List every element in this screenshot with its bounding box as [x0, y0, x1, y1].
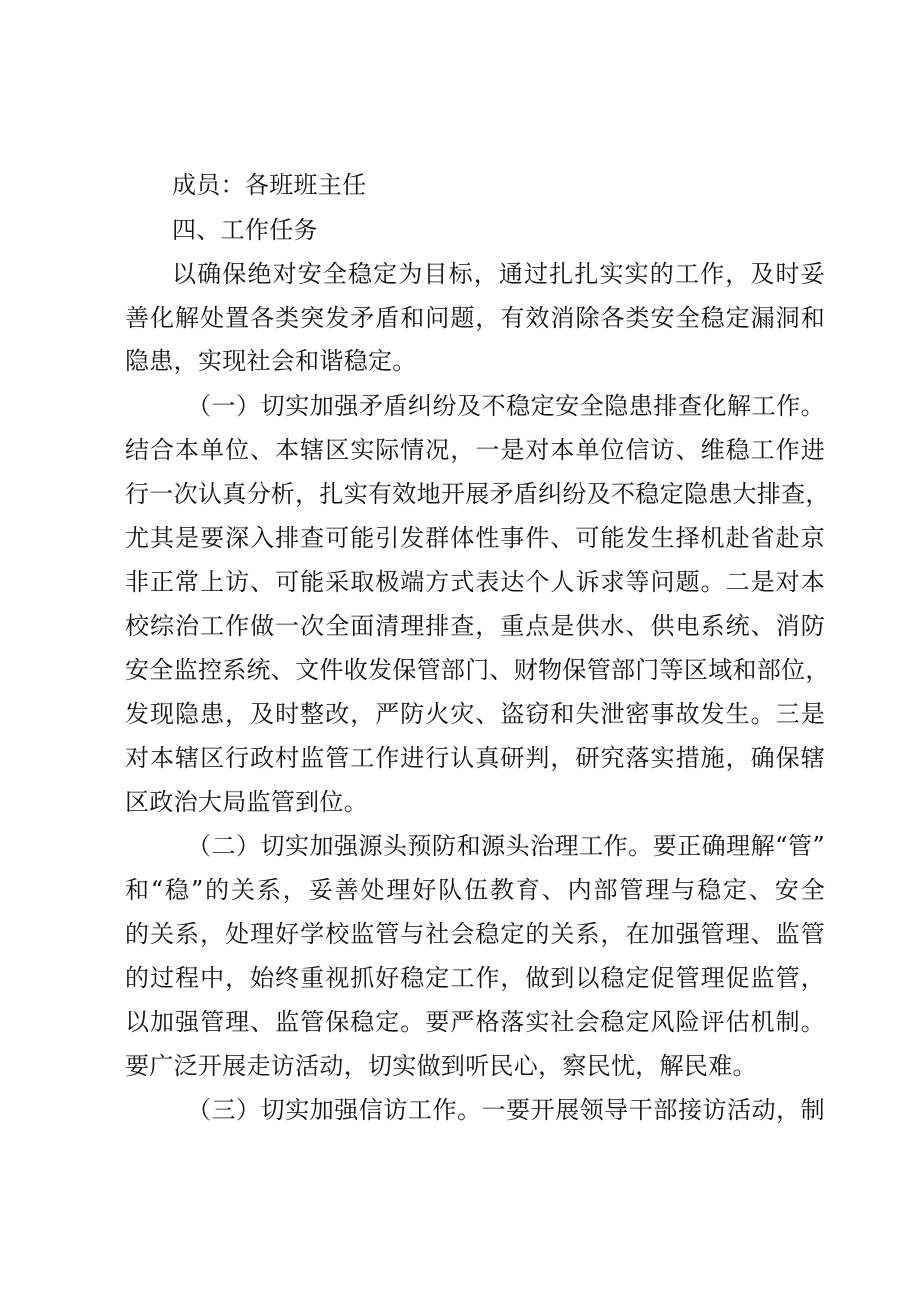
subsection-heading-1: （一）切实加强矛盾纠纷及不稳定安全隐患排查化解工作。	[187, 392, 825, 420]
paragraph-line: 安全监控系统、文件收发保管部门、财物保管部门等区域和部位，	[125, 656, 830, 684]
paragraph-line: 结合本单位、本辖区实际情况，一是对本单位信访、维稳工作进	[125, 436, 825, 464]
paragraph-line: 以加强管理、监管保稳定。要严格落实社会稳定风险评估机制。	[125, 1008, 825, 1036]
paragraph-line: 善化解处置各类突发矛盾和问题，有效消除各类安全稳定漏洞和	[125, 304, 825, 332]
paragraph-line: 区政治大局监管到位。	[125, 788, 368, 816]
paragraph-line: 发现隐患，及时整改，严防火灾、盗窃和失泄密事故发生。三是	[125, 700, 825, 728]
paragraph-line: 隐患，实现社会和谐稳定。	[125, 347, 417, 375]
paragraph-line: 的关系，处理好学校监管与社会稳定的关系，在加强管理、监管	[125, 920, 825, 948]
section-heading-work-tasks: 四、工作任务	[172, 216, 318, 244]
subsection-heading-2: （二）切实加强源头预防和源头治理工作。要正确理解“管”	[187, 832, 825, 860]
subsection-heading-3: （三）切实加强信访工作。一要开展领导干部接访活动，制	[187, 1096, 825, 1124]
paragraph-line: 非正常上访、可能采取极端方式表达个人诉求等问题。二是对本	[125, 568, 825, 596]
paragraph-line: 校综治工作做一次全面清理排查，重点是供水、供电系统、消防	[125, 612, 825, 640]
paragraph-line: 行一次认真分析，扎实有效地开展矛盾纠纷及不稳定隐患大排查，	[125, 480, 830, 508]
paragraph-line: 要广泛开展走访活动，切实做到听民心，察民忧，解民难。	[125, 1052, 757, 1080]
paragraph-line: 对本辖区行政村监管工作进行认真研判，研究落实措施，确保辖	[125, 744, 825, 772]
members-line: 成员：各班班主任	[172, 171, 367, 199]
paragraph-line: 尤其是要深入排查可能引发群体性事件、可能发生择机赴省赴京	[125, 524, 825, 552]
paragraph-line: 和“稳”的关系，妥善处理好队伍教育、内部管理与稳定、安全	[125, 876, 825, 904]
paragraph-line: 以确保绝对安全稳定为目标，通过扎扎实实的工作，及时妥	[172, 260, 825, 288]
paragraph-line: 的过程中，始终重视抓好稳定工作，做到以稳定促管理促监管，	[125, 964, 825, 992]
